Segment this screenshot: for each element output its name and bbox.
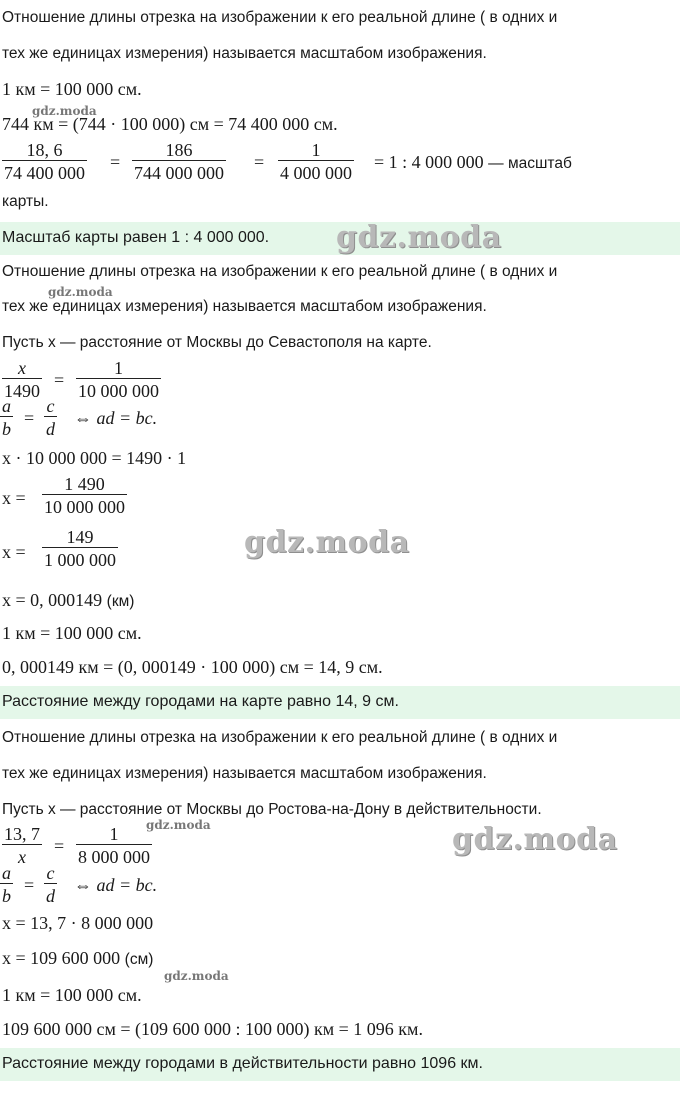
text-line: карты.	[2, 193, 49, 210]
property-equivalence: ⇔ ad = bc.	[74, 875, 158, 895]
fraction: $\frac{18, 6}{74 400 000}$	[4, 140, 85, 183]
definition-line-1: Отношение длины отрезка на изображении к его реальной длине ( в одних и	[2, 263, 558, 280]
watermark-small: gdz.moda	[164, 969, 229, 983]
let-statement: Пусть x — расстояние от Москвы до Севастополя на карте.	[2, 334, 432, 351]
property-fraction: $\frac{c}{d}$	[46, 863, 55, 906]
fraction: $\frac{1}{4 000 000}$	[280, 140, 352, 183]
equals-sign: =	[110, 152, 121, 172]
scale-result: = 1 : 4 000 000 — масштаб	[374, 152, 572, 172]
definition-line-1: Отношение длины отрезка на изображении к его реальной длине ( в одних и	[2, 9, 558, 26]
fraction: $\frac{1 490}{10 000 000}$	[44, 474, 125, 517]
equals-sign: =	[254, 152, 265, 172]
answer-text: Расстояние между городами на карте равно 14, 9 см.	[2, 693, 399, 710]
property-equivalence: ⇔ ad = bc.	[74, 408, 158, 428]
fraction: $\frac{13, 7}{x}$	[4, 824, 40, 867]
x-equals: x =	[2, 542, 26, 562]
answer-highlight	[0, 686, 680, 719]
km-equation: 1 км = 100 000 см.	[2, 623, 142, 643]
fraction: $\frac{186}{744 000 000}$	[134, 140, 224, 183]
watermark-small: gdz.moda	[32, 104, 97, 118]
definition-line-1: Отношение длины отрезка на изображении к его реальной длине ( в одних и	[2, 729, 558, 746]
equals-sign: =	[24, 875, 35, 895]
km-equation: 1 км = 100 000 см.	[2, 79, 142, 99]
conversion-line: 0, 000149 км = (0, 000149 · 100 000) см = 14, 9 см.	[2, 657, 383, 677]
answer-text: Расстояние между городами в действительности равно 1096 км.	[2, 1055, 483, 1072]
let-statement: Пусть x — расстояние от Москвы до Ростова-на-Дону в действительности.	[2, 801, 542, 818]
watermark-logo: gdz.moda	[244, 525, 410, 560]
definition-line-2: тех же единицах измерения) называется масштабом изображения.	[2, 765, 487, 782]
property-fraction: $\frac{a}{b}$	[2, 396, 11, 439]
answer-highlight	[0, 1048, 680, 1081]
solution-step: x = 109 600 000 (см)	[2, 948, 154, 968]
equals-sign: =	[54, 836, 65, 856]
fraction: $\frac{149}{1 000 000}$	[44, 527, 116, 570]
equals-sign: =	[24, 408, 35, 428]
fraction: $\frac{1}{8 000 000}$	[78, 824, 150, 867]
conversion-line: 744 км = (744 · 100 000) см = 74 400 000 см.	[2, 114, 338, 134]
answer-text: Масштаб карты равен 1 : 4 000 000.	[2, 229, 270, 246]
solution-step: x · 10 000 000 = 1490 · 1	[2, 448, 187, 468]
x-equals: x =	[2, 488, 26, 508]
definition-line-2: тех же единицах измерения) называется масштабом изображения.	[2, 298, 487, 315]
watermark-logo: gdz.moda	[336, 220, 502, 255]
solution-step: x = 13, 7 · 8 000 000	[2, 913, 154, 933]
solution-step: x = 0, 000149 (км)	[2, 590, 135, 610]
definition-line-2: тех же единицах измерения) называется масштабом изображения.	[2, 45, 487, 62]
equals-sign: =	[54, 370, 65, 390]
fraction: $\frac{x}{1490}$	[4, 358, 40, 401]
fraction: $\frac{1}{10 000 000}$	[78, 358, 159, 401]
conversion-line: 109 600 000 см = (109 600 000 : 100 000) км = 1 096 км.	[2, 1019, 423, 1039]
km-equation: 1 км = 100 000 см.	[2, 985, 142, 1005]
watermark-logo: gdz.moda	[452, 822, 618, 857]
property-fraction: $\frac{a}{b}$	[2, 863, 11, 906]
property-fraction: $\frac{c}{d}$	[46, 396, 55, 439]
watermark-small: gdz.moda	[146, 818, 211, 832]
watermark-small: gdz.moda	[48, 285, 113, 299]
